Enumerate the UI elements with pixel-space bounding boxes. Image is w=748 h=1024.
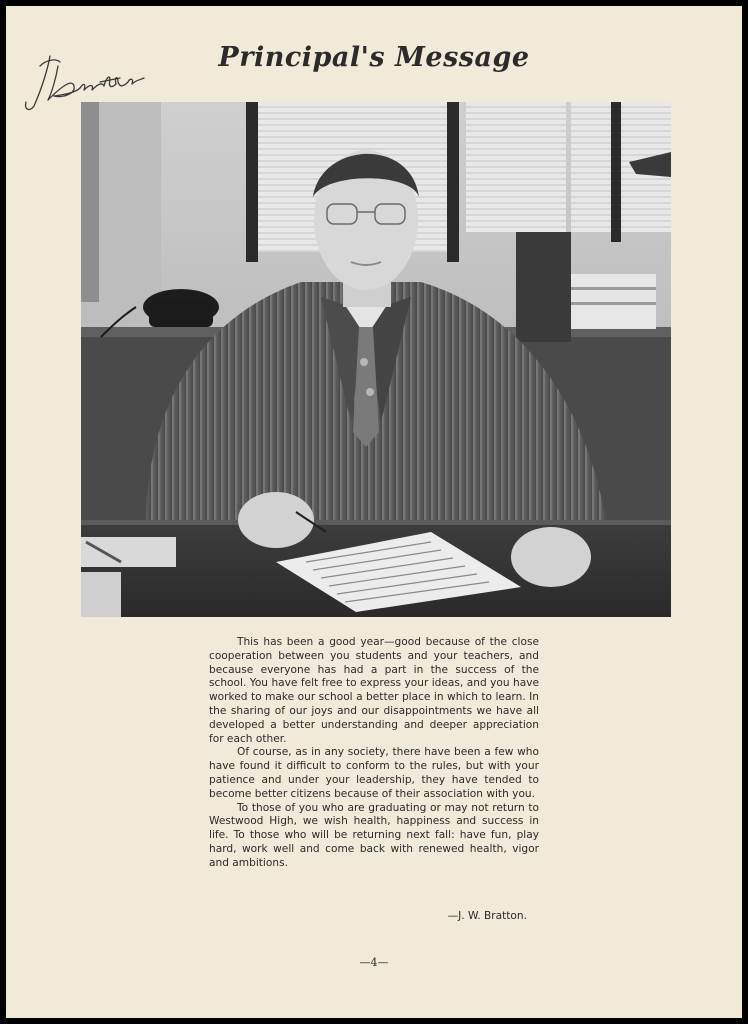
page-number: —4— [359,956,389,969]
principal-message [209,636,539,871]
yearbook-page [6,6,742,1018]
message-paragraph: Of course, as in any society, there have been a few who have found it difficult to conform to the rules, but with your patience and under your leadership, they have tended to become better citizens because of their association with you. [209,746,539,800]
sign-off: —J. W. Bratton. [447,910,527,922]
page-title: Principal's Message [218,42,530,73]
principal-photo [81,102,671,617]
message-paragraph: To those of you who are graduating or may not return to Westwood High, we wish health, happiness and success in life. To those who will be returning next fall: have fun, play hard, work well and come back with renewed health, vigor and ambitions. [209,801,539,869]
message-paragraph: This has been a good year—good because of the close cooperation between you students and your teachers, and because everyone has had a part in the success of the school. You have felt free to express your ideas, and you have worked to make our school a better place in which to learn. In the sharing of our joys and our disappointments we have all developed a better understanding and deeper appreciation for each other. [209,636,539,745]
